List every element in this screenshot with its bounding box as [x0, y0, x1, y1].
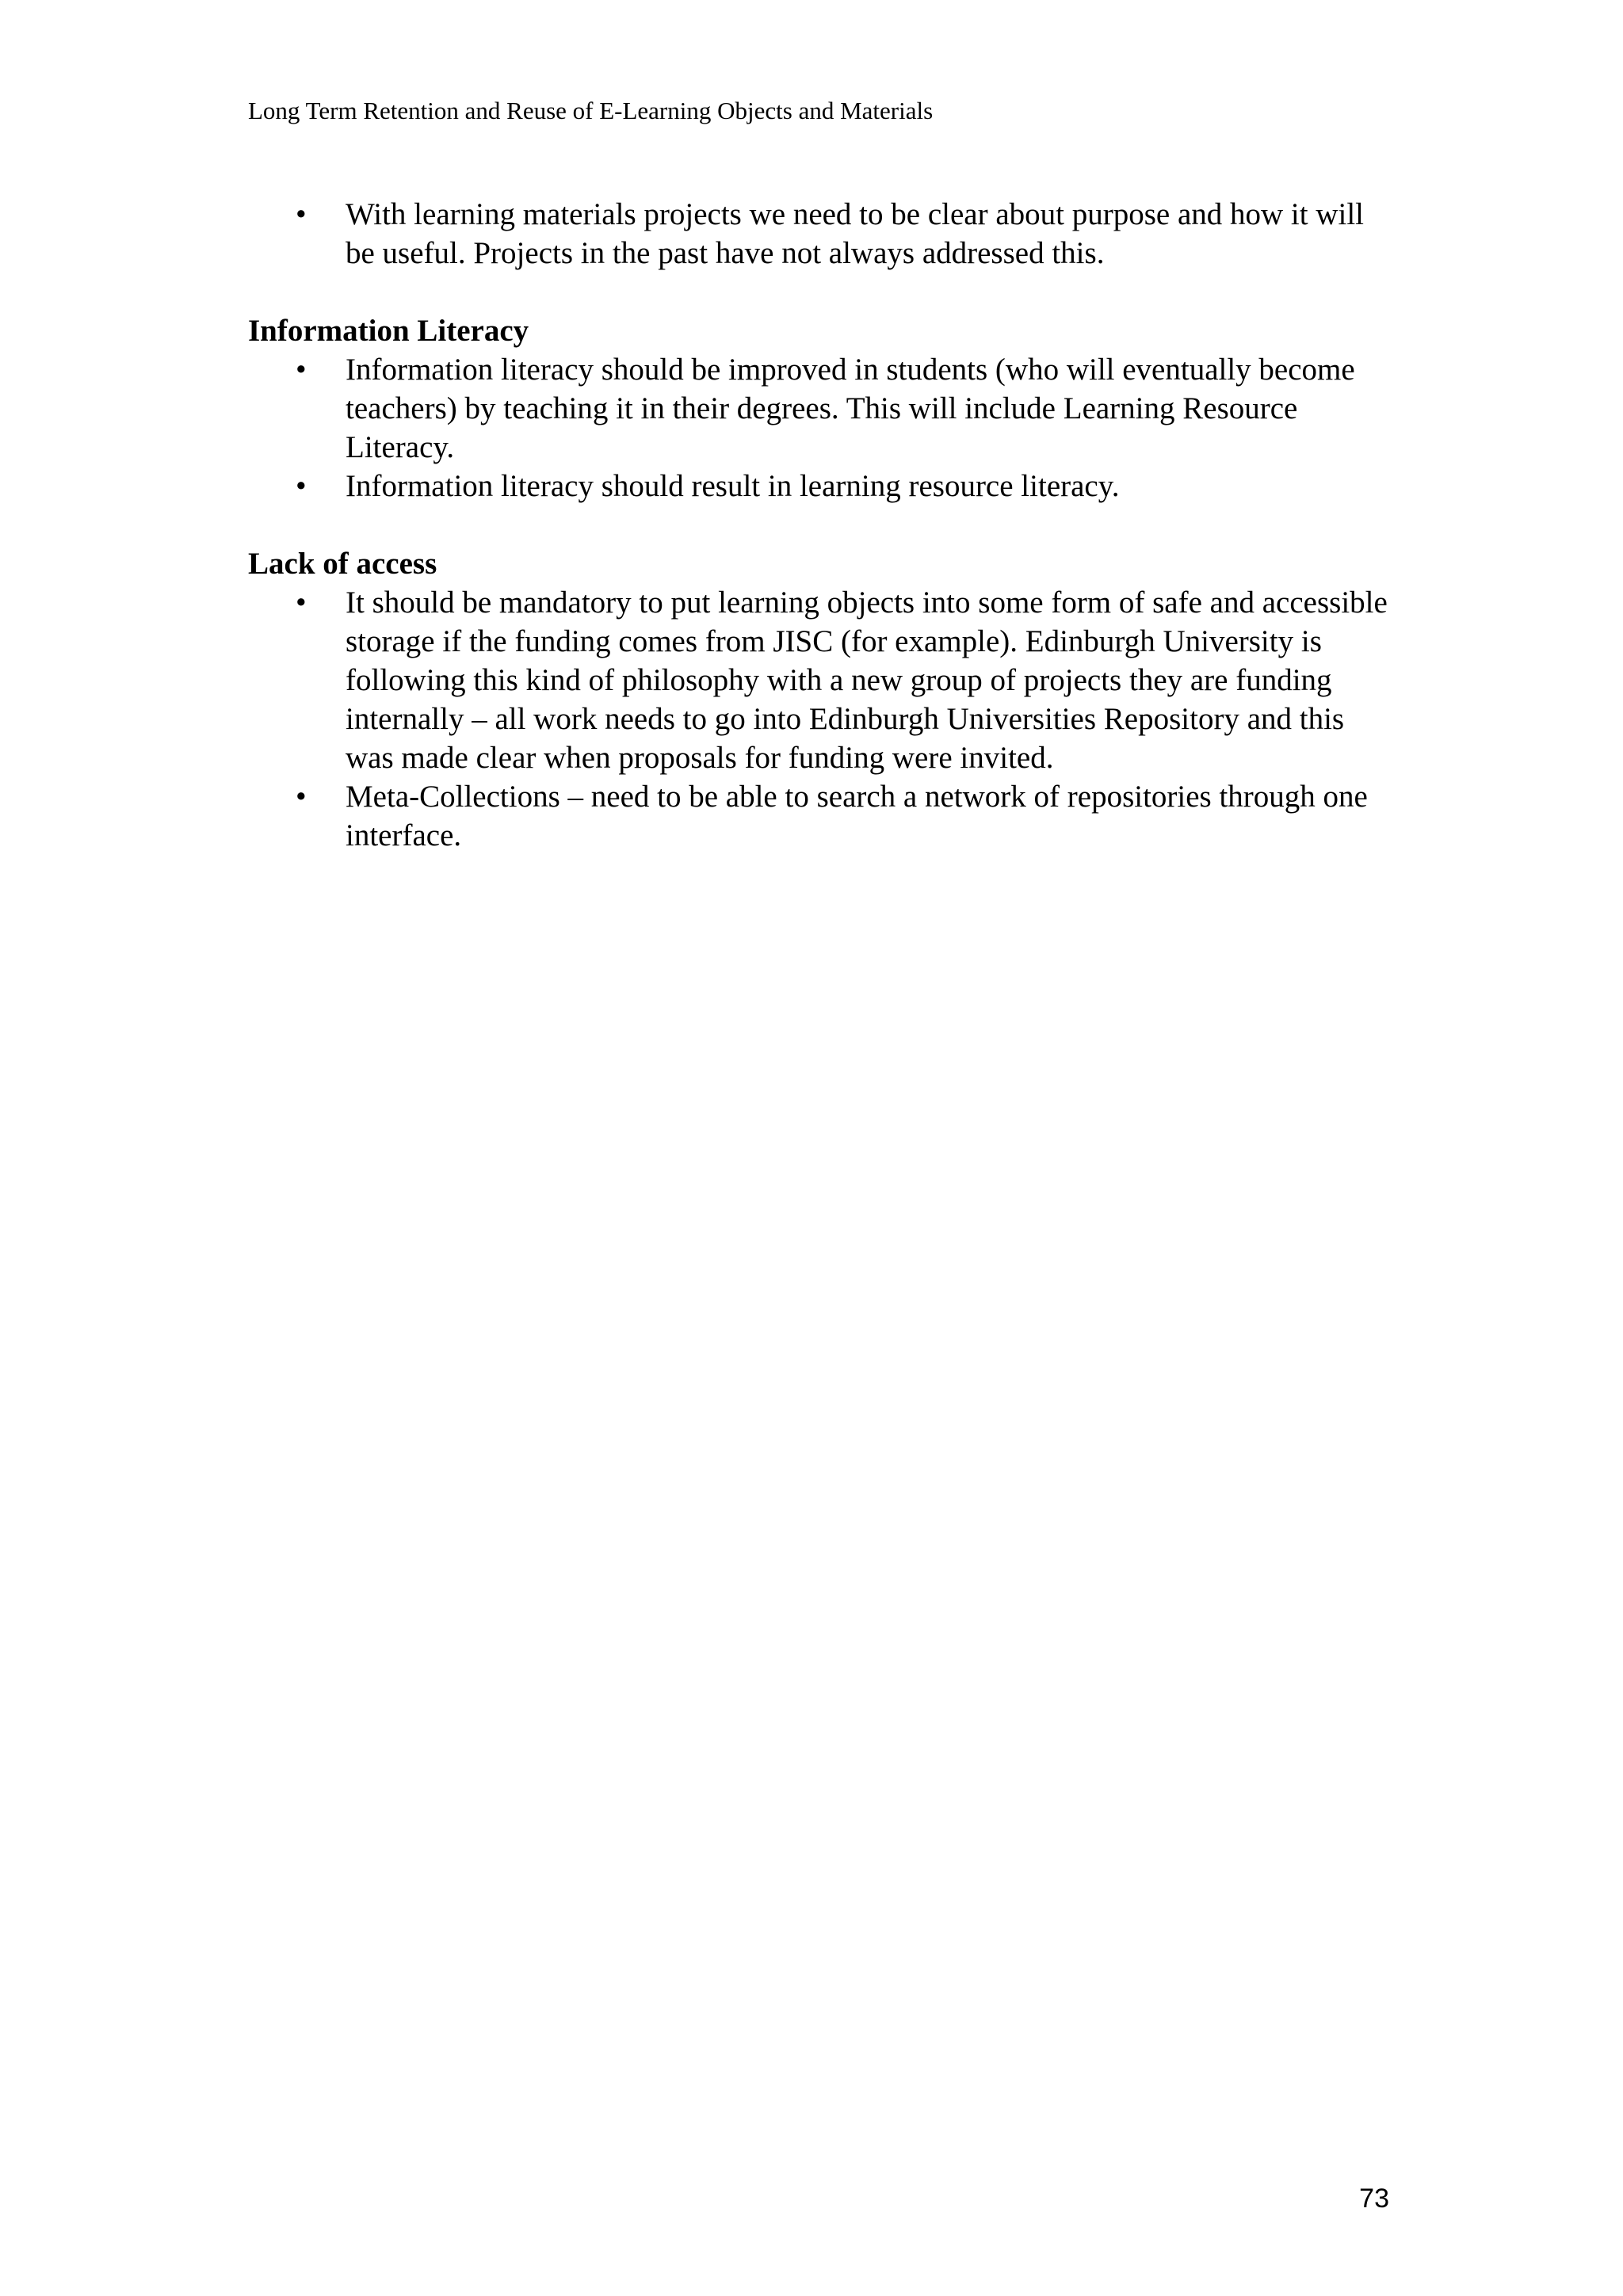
- bullet-icon: •: [296, 780, 307, 814]
- list-item-text: Meta-Collections – need to be able to search a network of repositories through one interface.: [346, 780, 1368, 852]
- bullet-icon: •: [296, 197, 307, 231]
- list-item-text: It should be mandatory to put learning objects into some form of safe and accessible storage if the funding comes from JISC (for example). Edinburgh University is following this kind of philosophy with a new group of projects they are funding internally – all work needs to go into Edinburgh Universities Repository and this was made clear when proposals for funding were invited.: [346, 585, 1388, 775]
- list-item: [248, 583, 1389, 777]
- intro-bullet-list: [248, 195, 1389, 273]
- bullet-icon: •: [296, 353, 307, 387]
- spacer: [248, 505, 1389, 544]
- running-header: Long Term Retention and Reuse of E-Learning Objects and Materials: [248, 97, 934, 124]
- section-heading-lack-of-access: Lack of access: [248, 547, 437, 581]
- information-literacy-bullet-list: [248, 350, 1389, 505]
- document-body: [248, 195, 1389, 855]
- lack-of-access-bullet-list: [248, 583, 1389, 855]
- list-item: [248, 350, 1389, 467]
- bullet-icon: •: [296, 585, 307, 620]
- list-item-text: With learning materials projects we need to be clear about purpose and how it will be useful. Projects in the past have not always addressed this.: [346, 197, 1365, 270]
- list-item-text: Information literacy should be improved in students (who will eventually become teachers) by teaching it in their degrees. This will include Learning Resource Literacy.: [346, 353, 1355, 464]
- page-number: 73: [1359, 2183, 1389, 2214]
- list-item: [248, 467, 1389, 505]
- list-item: [248, 777, 1389, 855]
- bullet-icon: •: [296, 469, 307, 503]
- spacer: [248, 273, 1389, 311]
- list-item-text: Information literacy should result in learning resource literacy.: [346, 469, 1120, 503]
- section-heading-information-literacy: Information Literacy: [248, 314, 529, 348]
- list-item: [248, 195, 1389, 273]
